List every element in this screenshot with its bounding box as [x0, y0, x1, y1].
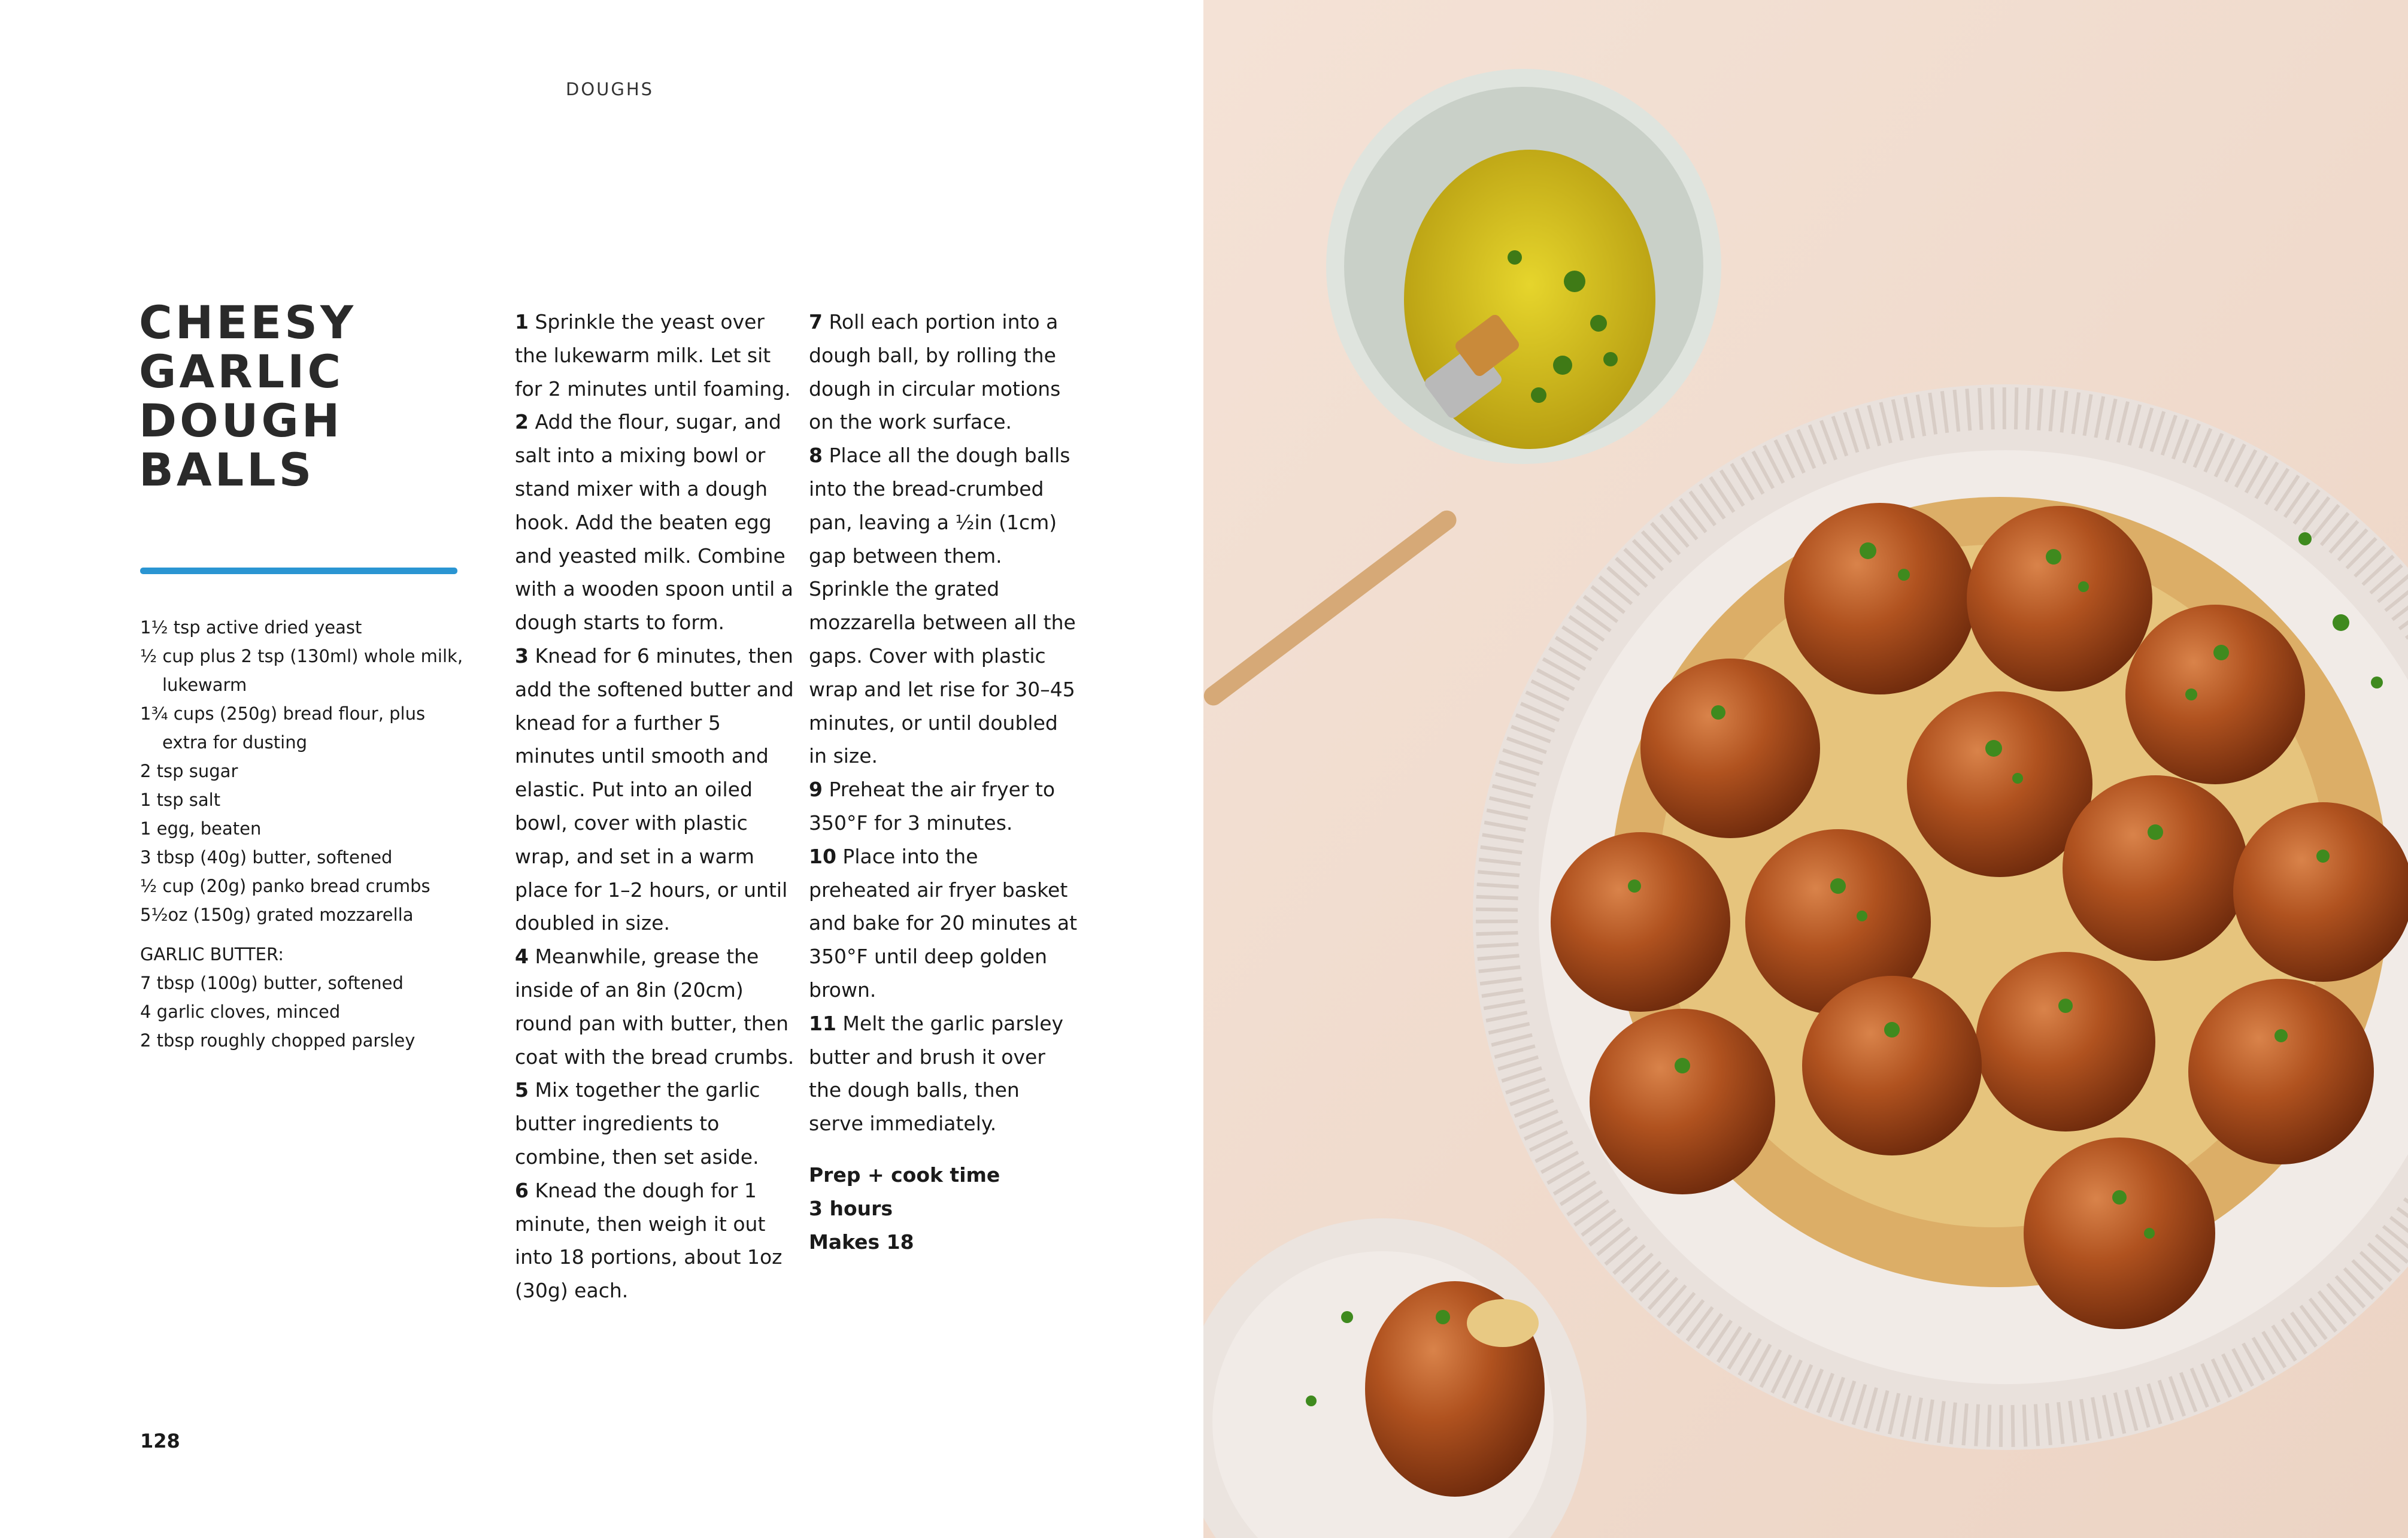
- parsley-fleck: [1860, 542, 1876, 559]
- step-number: 4: [515, 945, 529, 969]
- dough-ball: [1590, 1009, 1775, 1194]
- title-line: CHEESY: [139, 296, 356, 349]
- step-number: 2: [515, 410, 529, 434]
- ingredient-item: 1¾ cups (250g) bread flour, plus extra for dusting: [140, 703, 426, 753]
- parsley-fleck: [2333, 614, 2349, 631]
- parsley-fleck: [2213, 645, 2229, 660]
- method-step: [809, 773, 1078, 840]
- step-number: 7: [809, 310, 823, 333]
- step-number: 11: [809, 1011, 836, 1035]
- step-number: 3: [515, 644, 529, 668]
- dough-ball: [2188, 979, 2374, 1164]
- parsley-fleck: [2144, 1228, 2155, 1239]
- torn-cheese: [1467, 1299, 1539, 1347]
- ingredient-item: 2 tsp sugar: [140, 761, 238, 781]
- step-number: 10: [809, 844, 836, 868]
- step-text: Place all the dough balls into the bread-crumbed pan, leaving a ½in (1cm) gap between them. Sprinkle the grated mozzarella between all the gaps. Cover with plastic wrap and let rise for 30–45 minutes, or until doubled in size.: [809, 444, 1076, 768]
- parsley-fleck: [2058, 999, 2073, 1013]
- recipe-page: [0, 0, 1203, 1538]
- ingredient-item: 1 egg, beaten: [140, 818, 262, 839]
- step-text: Mix together the garlic butter ingredients to combine, then set aside.: [515, 1078, 760, 1169]
- step-text: Knead the dough for 1 minute, then weigh it out into 18 portions, about 1oz (30g) each.: [515, 1178, 783, 1303]
- dough-ball: [2063, 775, 2248, 961]
- title-underline: [140, 568, 457, 574]
- method-step: [515, 1073, 796, 1173]
- parsley-fleck: [2371, 677, 2383, 688]
- step-text: Add the flour, sugar, and salt into a mixing bowl or stand mixer with a dough hook. Add the beaten egg and yeasted milk. Combine with a wooden spoon until a dough starts to form.: [515, 410, 793, 635]
- ingredient-item: 7 tbsp (100g) butter, softened: [140, 973, 404, 993]
- method-step: [809, 439, 1078, 773]
- ingredient-item: ½ cup (20g) panko bread crumbs: [140, 876, 430, 896]
- step-text: Meanwhile, grease the inside of an 8in (20cm) round pan with butter, then coat with the bread crumbs.: [515, 945, 794, 1069]
- herb-fleck: [1590, 315, 1607, 332]
- prep-time-label: Prep + cook time: [809, 1163, 1000, 1187]
- recipe-title: [139, 298, 356, 495]
- dough-ball: [1976, 952, 2155, 1131]
- herb-fleck: [1564, 271, 1585, 292]
- dough-ball: [1784, 503, 1976, 694]
- method-step: [809, 305, 1078, 439]
- parsley-fleck: [1898, 569, 1910, 581]
- ingredient-item: ½ cup plus 2 tsp (130ml) whole milk, lukewarm: [140, 646, 463, 695]
- ingredient-item: 2 tbsp roughly chopped parsley: [140, 1030, 416, 1051]
- step-text: Sprinkle the yeast over the lukewarm milk. Let sit for 2 minutes until foaming.: [515, 310, 791, 401]
- parsley-fleck: [2298, 532, 2312, 545]
- prep-time-value: 3 hours: [809, 1196, 893, 1220]
- step-number: 8: [809, 444, 823, 468]
- ingredient-item: 1 tsp salt: [140, 790, 221, 810]
- ingredient-item: 5½oz (150g) grated mozzarella: [140, 905, 414, 925]
- method-step: [515, 305, 796, 405]
- herb-fleck: [1603, 352, 1618, 366]
- step-number: 1: [515, 310, 529, 333]
- method-step: [515, 639, 796, 940]
- dough-ball: [1967, 506, 2152, 691]
- method-step: [515, 940, 796, 1073]
- parsley-fleck: [1830, 878, 1846, 894]
- step-text: Knead for 6 minutes, then add the softened butter and knead for a further 5 minutes until smooth and elastic. Put into an oiled bowl, cover with plastic wrap, and set in a warm place for 1–2 hours, or until doubled in size.: [515, 644, 794, 935]
- ingredient-item: 3 tbsp (40g) butter, softened: [140, 847, 393, 867]
- title-line: GARLIC: [139, 345, 344, 398]
- dough-ball: [1551, 832, 1730, 1012]
- recipe-yield: Makes 18: [809, 1230, 914, 1254]
- herb-fleck: [1531, 387, 1546, 403]
- title-line: BALLS: [139, 443, 315, 496]
- parsley-fleck: [1436, 1310, 1450, 1324]
- step-text: Melt the garlic parsley butter and brush it over the dough balls, then serve immediately.: [809, 1011, 1064, 1136]
- section-header: DOUGHS: [566, 79, 654, 99]
- parsley-fleck: [2148, 824, 2163, 840]
- food-photo: [1203, 0, 2408, 1538]
- step-text: Preheat the air fryer to 350°F for 3 minutes.: [809, 778, 1056, 835]
- parsley-fleck: [1711, 705, 1725, 720]
- method-step: [809, 1007, 1078, 1140]
- garlic-butter-heading: GARLIC BUTTER:: [140, 944, 284, 964]
- dough-ball: [1802, 976, 1982, 1155]
- method-column-1: [515, 305, 796, 1308]
- method-column-2: [809, 305, 1078, 1258]
- parsley-fleck: [2185, 688, 2197, 700]
- parsley-fleck: [2316, 850, 2330, 863]
- method-step: [515, 405, 796, 639]
- herb-fleck: [1553, 356, 1572, 375]
- ingredient-item: 1½ tsp active dried yeast: [140, 617, 362, 638]
- parsley-fleck: [1675, 1058, 1690, 1073]
- step-text: Place into the preheated air fryer basket and bake for 20 minutes at 350°F until deep golden brown.: [809, 844, 1078, 1002]
- title-line: DOUGH: [139, 394, 343, 447]
- parsley-fleck: [2274, 1029, 2288, 1042]
- herb-fleck: [1508, 250, 1522, 265]
- ingredient-item: 4 garlic cloves, minced: [140, 1002, 341, 1022]
- step-number: 5: [515, 1078, 529, 1102]
- dough-ball: [2024, 1137, 2215, 1329]
- parsley-fleck: [2046, 549, 2061, 565]
- ingredients-list: [140, 613, 475, 1055]
- step-number: 9: [809, 778, 823, 802]
- method-step: [809, 840, 1078, 1007]
- parsley-fleck: [1628, 879, 1641, 893]
- parsley-fleck: [2012, 773, 2023, 784]
- dough-ball: [1640, 659, 1820, 838]
- step-text: Roll each portion into a dough ball, by rolling the dough in circular motions on the work surface.: [809, 310, 1061, 434]
- parsley-fleck: [1857, 911, 1867, 921]
- method-step: [515, 1174, 796, 1308]
- page-number: 128: [140, 1430, 180, 1452]
- parsley-fleck: [1884, 1022, 1900, 1038]
- parsley-fleck: [1306, 1396, 1317, 1406]
- parsley-fleck: [1985, 740, 2002, 757]
- step-number: 6: [515, 1178, 529, 1202]
- parsley-fleck: [2112, 1190, 2127, 1205]
- dough-ball: [2233, 802, 2408, 982]
- parsley-fleck: [2078, 581, 2089, 592]
- dough-ball: [2125, 605, 2305, 784]
- parsley-fleck: [1341, 1311, 1353, 1323]
